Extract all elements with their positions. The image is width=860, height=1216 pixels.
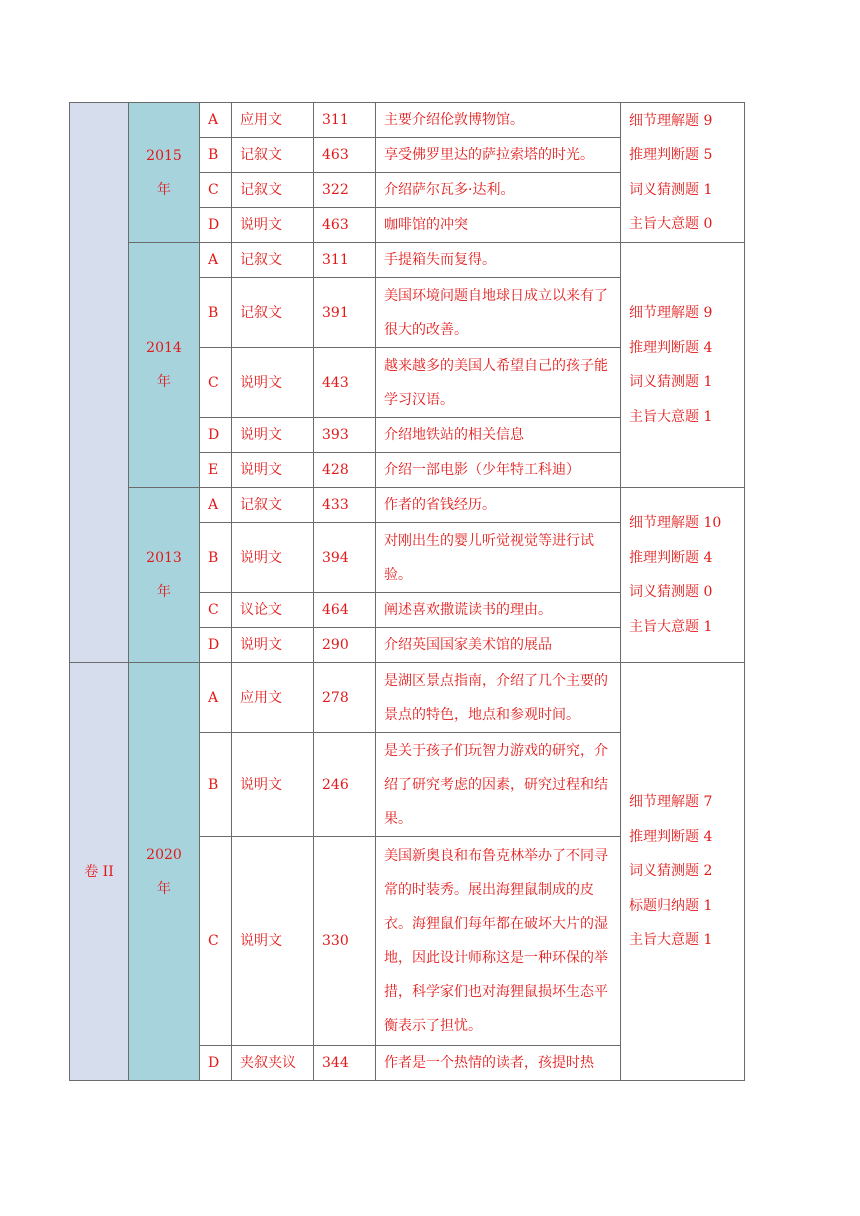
question-stat: 主旨大意题 0 [629, 216, 713, 232]
passage-letter: D [200, 418, 232, 453]
genre-cell: 说明文 [232, 523, 314, 593]
question-stat: 细节理解题 9 [629, 112, 713, 129]
genre-cell: 记叙文 [232, 278, 314, 348]
genre-cell: 说明文 [232, 628, 314, 663]
word-count: 278 [314, 663, 376, 733]
word-count: 290 [314, 628, 376, 663]
summary-cell: 享受佛罗里达的萨拉索塔的时光。 [376, 138, 621, 173]
table-row [70, 663, 745, 733]
passage-letter: E [200, 453, 232, 488]
genre-cell: 记叙文 [232, 138, 314, 173]
passage-letter: C [200, 593, 232, 628]
table-body [70, 103, 745, 1081]
genre-cell: 应用文 [232, 663, 314, 733]
summary-cell: 阐述喜欢撒谎读书的理由。 [376, 593, 621, 628]
passage-letter: A [200, 663, 232, 733]
passage-letter: A [200, 488, 232, 523]
word-count: 394 [314, 523, 376, 593]
question-stat: 词义猜测题 0 [629, 584, 713, 600]
passage-letter: B [200, 138, 232, 173]
passage-letter: C [200, 348, 232, 418]
summary-cell: 对刚出生的婴儿听觉视觉等进行试验。 [376, 523, 621, 593]
summary-cell: 介绍一部电影（少年特工科迪） [376, 453, 621, 488]
summary-cell: 手提箱失而复得。 [376, 243, 621, 278]
question-stats-cell [621, 103, 745, 243]
genre-cell: 说明文 [232, 208, 314, 243]
genre-cell: 说明文 [232, 733, 314, 837]
year-cell: 2020 年 [129, 663, 200, 1081]
question-stat: 细节理解题 9 [629, 305, 713, 321]
question-stat: 推理判断题 5 [629, 147, 713, 163]
genre-cell: 说明文 [232, 837, 314, 1046]
passage-letter: B [200, 278, 232, 348]
word-count: 433 [314, 488, 376, 523]
summary-cell: 作者是一个热情的读者，孩提时热 [376, 1046, 621, 1081]
summary-cell: 美国新奥良和布鲁克林举办了不同寻常的时装秀。展出海狸鼠制成的皮衣。海狸鼠们每年都在破坏大片的湿地，因此设计师称这是一种环保的举措，科学家们也对海狸鼠损坏生态平衡表示了担忧。 [376, 837, 621, 1046]
table-row [70, 243, 745, 278]
summary-cell: 是关于孩子们玩智力游戏的研究，介绍了研究考虑的因素，研究过程和结果。 [376, 733, 621, 837]
question-stat: 词义猜测题 1 [629, 374, 713, 390]
word-count: 391 [314, 278, 376, 348]
summary-cell: 介绍地铁站的相关信息 [376, 418, 621, 453]
year-cell: 2013 年 [129, 488, 200, 663]
word-count: 311 [314, 103, 376, 138]
reading-analysis-table [69, 102, 745, 1081]
genre-cell: 夹叙夹议 [232, 1046, 314, 1081]
passage-letter: A [200, 103, 232, 138]
word-count: 246 [314, 733, 376, 837]
genre-cell: 记叙文 [232, 243, 314, 278]
question-stats-cell [621, 243, 745, 488]
passage-letter: D [200, 1046, 232, 1081]
summary-cell: 美国环境问题自地球日成立以来有了很大的改善。 [376, 278, 621, 348]
genre-cell: 议论文 [232, 593, 314, 628]
year-cell: 2014 年 [129, 243, 200, 488]
question-stat: 词义猜测题 2 [629, 863, 713, 880]
genre-cell: 说明文 [232, 418, 314, 453]
question-stats-cell [621, 663, 745, 1081]
question-stat: 主旨大意题 1 [629, 932, 713, 949]
passage-letter: D [200, 628, 232, 663]
question-stat: 标题归纳题 1 [629, 897, 713, 914]
table-row [70, 103, 745, 138]
passage-letter: C [200, 837, 232, 1046]
question-stat: 词义猜测题 1 [629, 181, 713, 198]
question-stat: 主旨大意题 1 [629, 408, 713, 425]
passage-letter: C [200, 173, 232, 208]
word-count: 463 [314, 208, 376, 243]
passage-letter: B [200, 733, 232, 837]
question-stat: 推理判断题 4 [629, 828, 713, 845]
question-stat: 细节理解题 7 [629, 794, 713, 811]
word-count: 311 [314, 243, 376, 278]
word-count: 463 [314, 138, 376, 173]
passage-letter: A [200, 243, 232, 278]
word-count: 330 [314, 837, 376, 1046]
genre-cell: 记叙文 [232, 488, 314, 523]
question-stat: 推理判断题 4 [629, 339, 713, 356]
summary-cell: 主要介绍伦敦博物馆。 [376, 103, 621, 138]
volume-cell: 卷 II [70, 663, 129, 1081]
year-cell: 2015 年 [129, 103, 200, 243]
question-stat: 细节理解题 10 [629, 515, 722, 531]
genre-cell: 应用文 [232, 103, 314, 138]
genre-cell: 说明文 [232, 348, 314, 418]
volume-cell [70, 103, 129, 663]
passage-letter: B [200, 523, 232, 593]
genre-cell: 记叙文 [232, 173, 314, 208]
question-stats-cell [621, 488, 745, 663]
summary-cell: 越来越多的美国人希望自己的孩子能学习汉语。 [376, 348, 621, 418]
summary-cell: 是湖区景点指南，介绍了几个主要的景点的特色，地点和参观时间。 [376, 663, 621, 733]
summary-cell: 作者的省钱经历。 [376, 488, 621, 523]
genre-cell: 说明文 [232, 453, 314, 488]
word-count: 464 [314, 593, 376, 628]
word-count: 443 [314, 348, 376, 418]
word-count: 344 [314, 1046, 376, 1081]
word-count: 393 [314, 418, 376, 453]
passage-letter: D [200, 208, 232, 243]
question-stat: 推理判断题 4 [629, 549, 713, 566]
question-stat: 主旨大意题 1 [629, 618, 713, 635]
word-count: 428 [314, 453, 376, 488]
summary-cell: 介绍英国国家美术馆的展品 [376, 628, 621, 663]
summary-cell: 咖啡馆的冲突 [376, 208, 621, 243]
table-row [70, 488, 745, 523]
summary-cell: 介绍萨尔瓦多·达利。 [376, 173, 621, 208]
word-count: 322 [314, 173, 376, 208]
